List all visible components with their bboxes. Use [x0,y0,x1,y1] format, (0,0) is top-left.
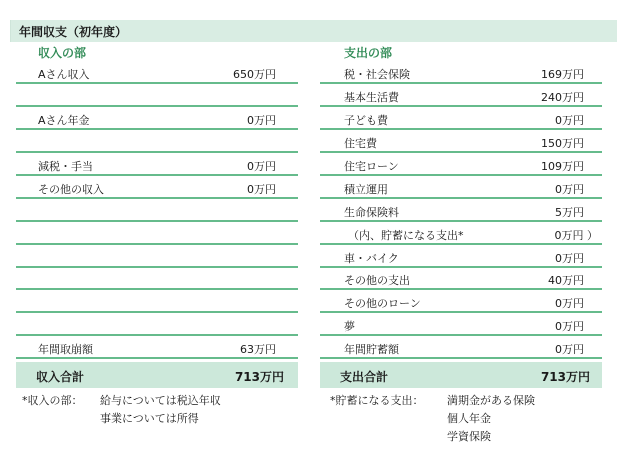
row-label: 生命保険料 [344,205,399,219]
row-label: その他の支出 [344,274,410,288]
table-row [16,108,298,130]
table-row [320,337,602,359]
row-label: 夢 [344,320,355,334]
table-row [320,246,602,268]
income-total-bar [16,362,298,388]
expense-total-bar [320,362,602,388]
expense-total-label: 支出合計 [340,370,389,384]
row-amount: 0万円 [247,159,276,173]
row-label: 車・バイク [344,251,399,265]
income-note-label: *収入の部： [22,394,83,407]
title-bar [10,20,617,42]
row-amount: 0万円 [555,113,584,127]
table-row [320,131,602,153]
row-amount: 0万円 [247,182,276,196]
row-label: 積立運用 [344,182,388,196]
table-row [320,154,602,176]
table-row [320,314,602,336]
row-label: 基本生活費 [344,90,399,104]
table-row [16,246,298,268]
row-amount: 0万円 [555,182,584,196]
income-header: 収入の部 [38,46,87,60]
table-row [320,223,602,245]
page-title: 年間収支（初年度） [19,25,128,39]
table-row [16,268,298,290]
expense-table [320,62,602,360]
table-row [16,131,298,153]
table-row [320,108,602,130]
table-row [16,314,298,336]
row-amount: 0万円 [555,343,584,357]
income-table [16,62,298,360]
expense-note-line: 満期金がある保険 [447,394,535,407]
table-row [16,337,298,359]
table-row [320,177,602,199]
expense-note-line: 学資保険 [447,430,491,443]
row-label: 住宅費 [344,136,377,150]
table-row [16,62,298,84]
table-row [16,223,298,245]
row-label: 住宅ローン [344,159,399,173]
row-amount: 0万円 [555,320,584,334]
table-row [320,85,602,107]
expense-note-label: *貯蓄になる支出： [330,394,424,407]
table-row [16,85,298,107]
row-label: 年間取崩額 [38,343,93,357]
table-row [16,177,298,199]
row-label: 年間貯蓄額 [344,343,399,357]
row-amount: 0万円 [247,113,276,127]
row-amount: 240万円 [541,90,584,104]
table-row [320,291,602,313]
row-amount: 169万円 [541,68,584,81]
table-row [16,154,298,176]
row-label: Aさん年金 [38,113,90,127]
row-label: その他の収入 [38,182,104,196]
expense-header: 支出の部 [344,46,393,60]
table-row [16,200,298,222]
income-note-line: 事業については所得 [100,412,199,425]
row-amount: 0万円 [555,297,584,311]
table-row [320,268,602,290]
table-row [320,200,602,222]
row-amount: 5万円 [555,205,584,219]
income-total-amount: 713万円 [234,370,284,384]
row-label: その他のローン [344,297,421,311]
row-amount: 0万円 [555,251,584,265]
row-label: 減税・手当 [38,159,93,173]
row-label: （内、貯蓄になる支出* [348,228,464,242]
table-row [16,291,298,313]
table-row [320,62,602,84]
expense-total-amount: 713万円 [540,370,590,384]
row-amount: 63万円 [240,343,276,357]
row-label: 子ども費 [344,113,388,127]
row-label: 税・社会保険 [344,68,410,81]
row-amount: 40万円 [548,274,584,288]
row-amount: 109万円 [541,159,584,173]
row-amount: 0万円 ） [554,228,598,242]
row-amount: 650万円 [233,68,276,81]
row-amount: 150万円 [541,136,584,150]
expense-note-line: 個人年金 [447,412,491,425]
income-total-label: 収入合計 [36,370,85,384]
row-label: Aさん収入 [38,68,90,81]
income-note-line: 給与については税込年収 [100,394,221,407]
